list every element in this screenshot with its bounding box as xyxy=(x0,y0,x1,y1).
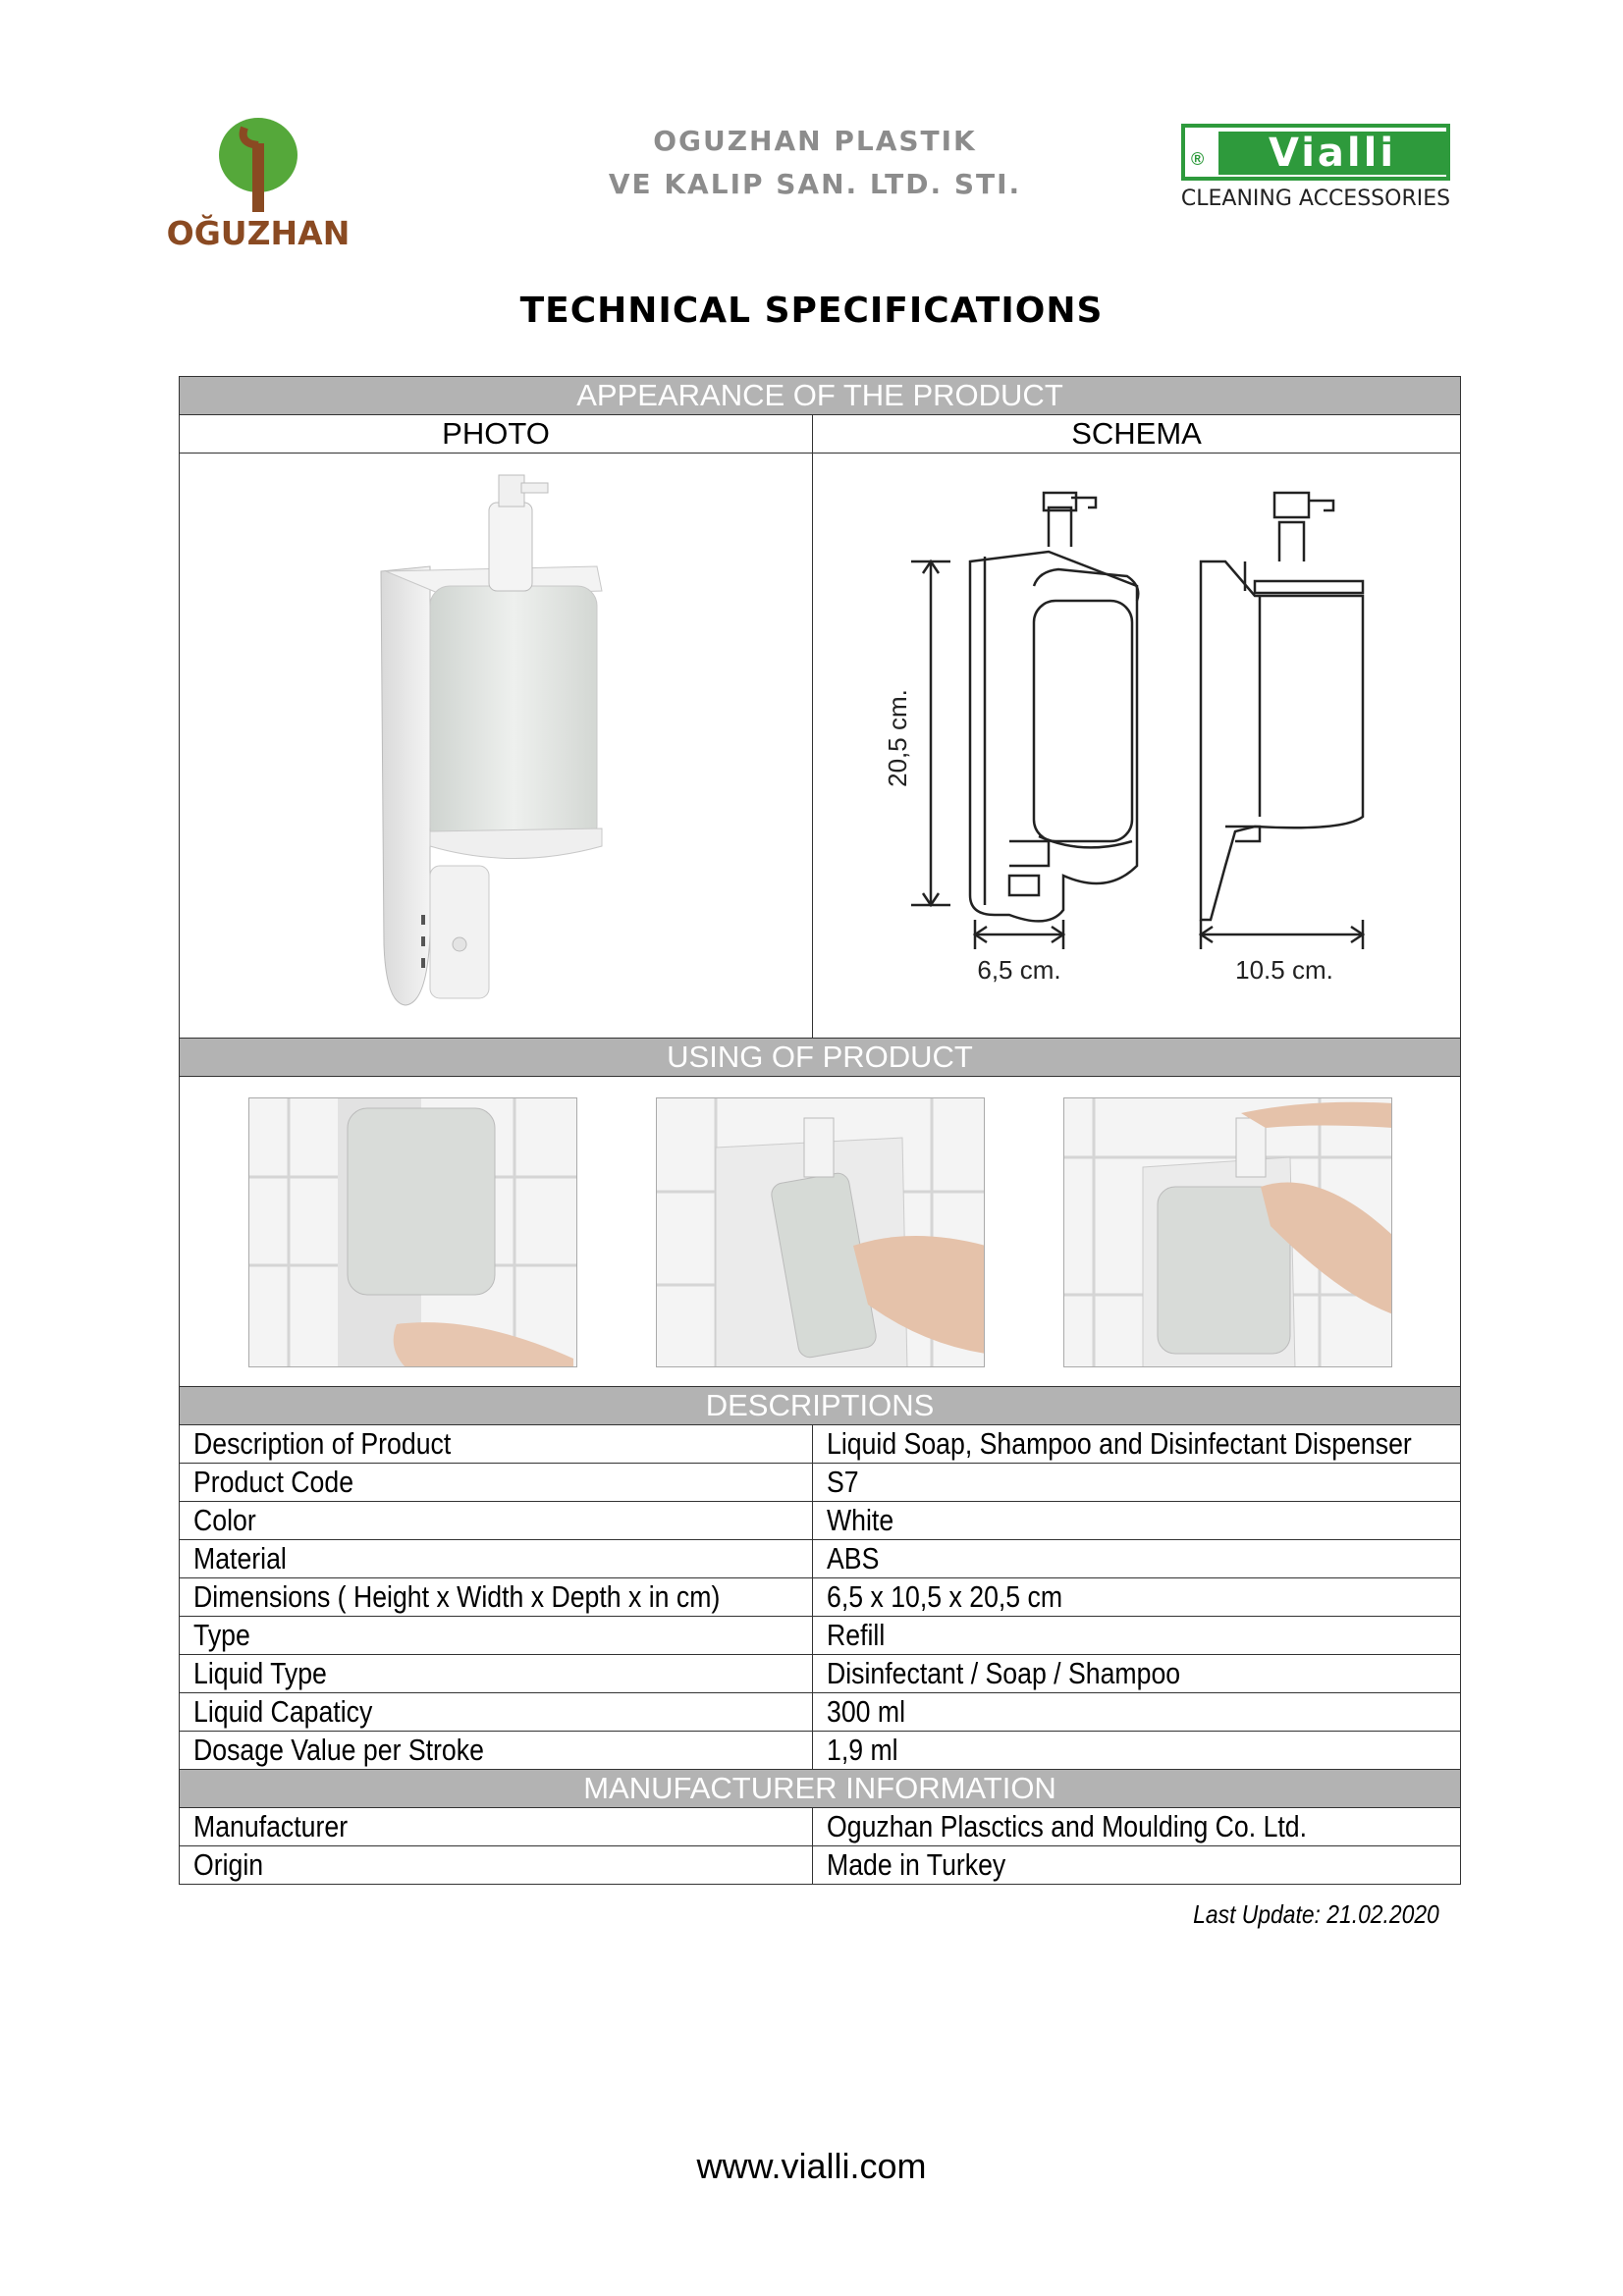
vialli-registered-mark: ® xyxy=(1191,149,1205,169)
row-value: Made in Turkey xyxy=(813,1846,1461,1885)
table-row xyxy=(180,1464,1461,1502)
row-label: Dosage Value per Stroke xyxy=(180,1732,813,1770)
row-value: 1,9 ml xyxy=(813,1732,1461,1770)
row-value: ABS xyxy=(813,1540,1461,1578)
vialli-logo-text: Vialli xyxy=(1218,132,1446,175)
vialli-tagline: CLEANING ACCESSORIES xyxy=(1180,187,1451,211)
company-name xyxy=(550,120,1080,206)
schema-depth-label: 10.5 cm. xyxy=(1235,955,1333,985)
row-value: 300 ml xyxy=(813,1693,1461,1732)
table-row xyxy=(180,1655,1461,1693)
table-row xyxy=(180,1617,1461,1655)
row-value: Disinfectant / Soap / Shampoo xyxy=(813,1655,1461,1693)
appearance-band: APPEARANCE OF THE PRODUCT xyxy=(180,377,1461,415)
table-row xyxy=(180,1693,1461,1732)
using-band: USING OF PRODUCT xyxy=(180,1039,1461,1077)
row-value: Oguzhan Plasctics and Moulding Co. Ltd. xyxy=(813,1808,1461,1846)
row-label: Type xyxy=(180,1617,813,1655)
product-schema-cell xyxy=(813,454,1461,1039)
row-label: Origin xyxy=(180,1846,813,1885)
table-row xyxy=(180,1846,1461,1885)
oguzhan-logo xyxy=(165,116,352,253)
row-value: Refill xyxy=(813,1617,1461,1655)
row-label: Liquid Type xyxy=(180,1655,813,1693)
table-row xyxy=(180,1578,1461,1617)
usage-photo-refill xyxy=(656,1097,985,1367)
row-label: Dimensions ( Height x Width x Depth x in cm) xyxy=(180,1578,813,1617)
table-row xyxy=(180,1732,1461,1770)
row-label: Product Code xyxy=(180,1464,813,1502)
usage-photos-cell xyxy=(180,1077,1461,1387)
photo-column-header: PHOTO xyxy=(180,415,813,454)
row-value: 6,5 x 10,5 x 20,5 cm xyxy=(813,1578,1461,1617)
oguzhan-logo-text: OĞUZHAN xyxy=(166,214,351,252)
vialli-logo-box xyxy=(1181,124,1450,181)
company-line-2: VE KALIP SAN. LTD. STI. xyxy=(608,168,1022,200)
row-label: Description of Product xyxy=(180,1425,813,1464)
row-value: S7 xyxy=(813,1464,1461,1502)
row-label: Color xyxy=(180,1502,813,1540)
schema-height-label: 20,5 cm. xyxy=(883,689,912,787)
row-label: Manufacturer xyxy=(180,1808,813,1846)
table-row xyxy=(180,1425,1461,1464)
product-photo-cell xyxy=(180,454,813,1039)
row-value: White xyxy=(813,1502,1461,1540)
usage-photo-button xyxy=(248,1097,577,1367)
product-schema xyxy=(813,454,1461,1033)
spec-table xyxy=(179,376,1461,1885)
row-label: Material xyxy=(180,1540,813,1578)
row-value: Liquid Soap, Shampoo and Disinfectant Dispenser xyxy=(813,1425,1461,1464)
row-label: Liquid Capaticy xyxy=(180,1693,813,1732)
table-row xyxy=(180,1540,1461,1578)
manufacturer-band: MANUFACTURER INFORMATION xyxy=(180,1770,1461,1808)
company-line-1: OGUZHAN PLASTIK xyxy=(653,125,977,157)
table-row xyxy=(180,1808,1461,1846)
vialli-logo xyxy=(1173,124,1458,222)
descriptions-band: DESCRIPTIONS xyxy=(180,1387,1461,1425)
last-update: Last Update: 21.02.2020 xyxy=(1193,1899,1439,1929)
document-title: TECHNICAL SPECIFICATIONS xyxy=(519,291,1104,331)
product-photo xyxy=(180,454,813,1033)
schema-column-header: SCHEMA xyxy=(813,415,1461,454)
usage-photo-dispensing xyxy=(1063,1097,1392,1367)
website-url: www.vialli.com xyxy=(696,2146,927,2186)
schema-width-label: 6,5 cm. xyxy=(977,955,1061,985)
oguzhan-tree-icon xyxy=(165,116,352,214)
table-row xyxy=(180,1502,1461,1540)
